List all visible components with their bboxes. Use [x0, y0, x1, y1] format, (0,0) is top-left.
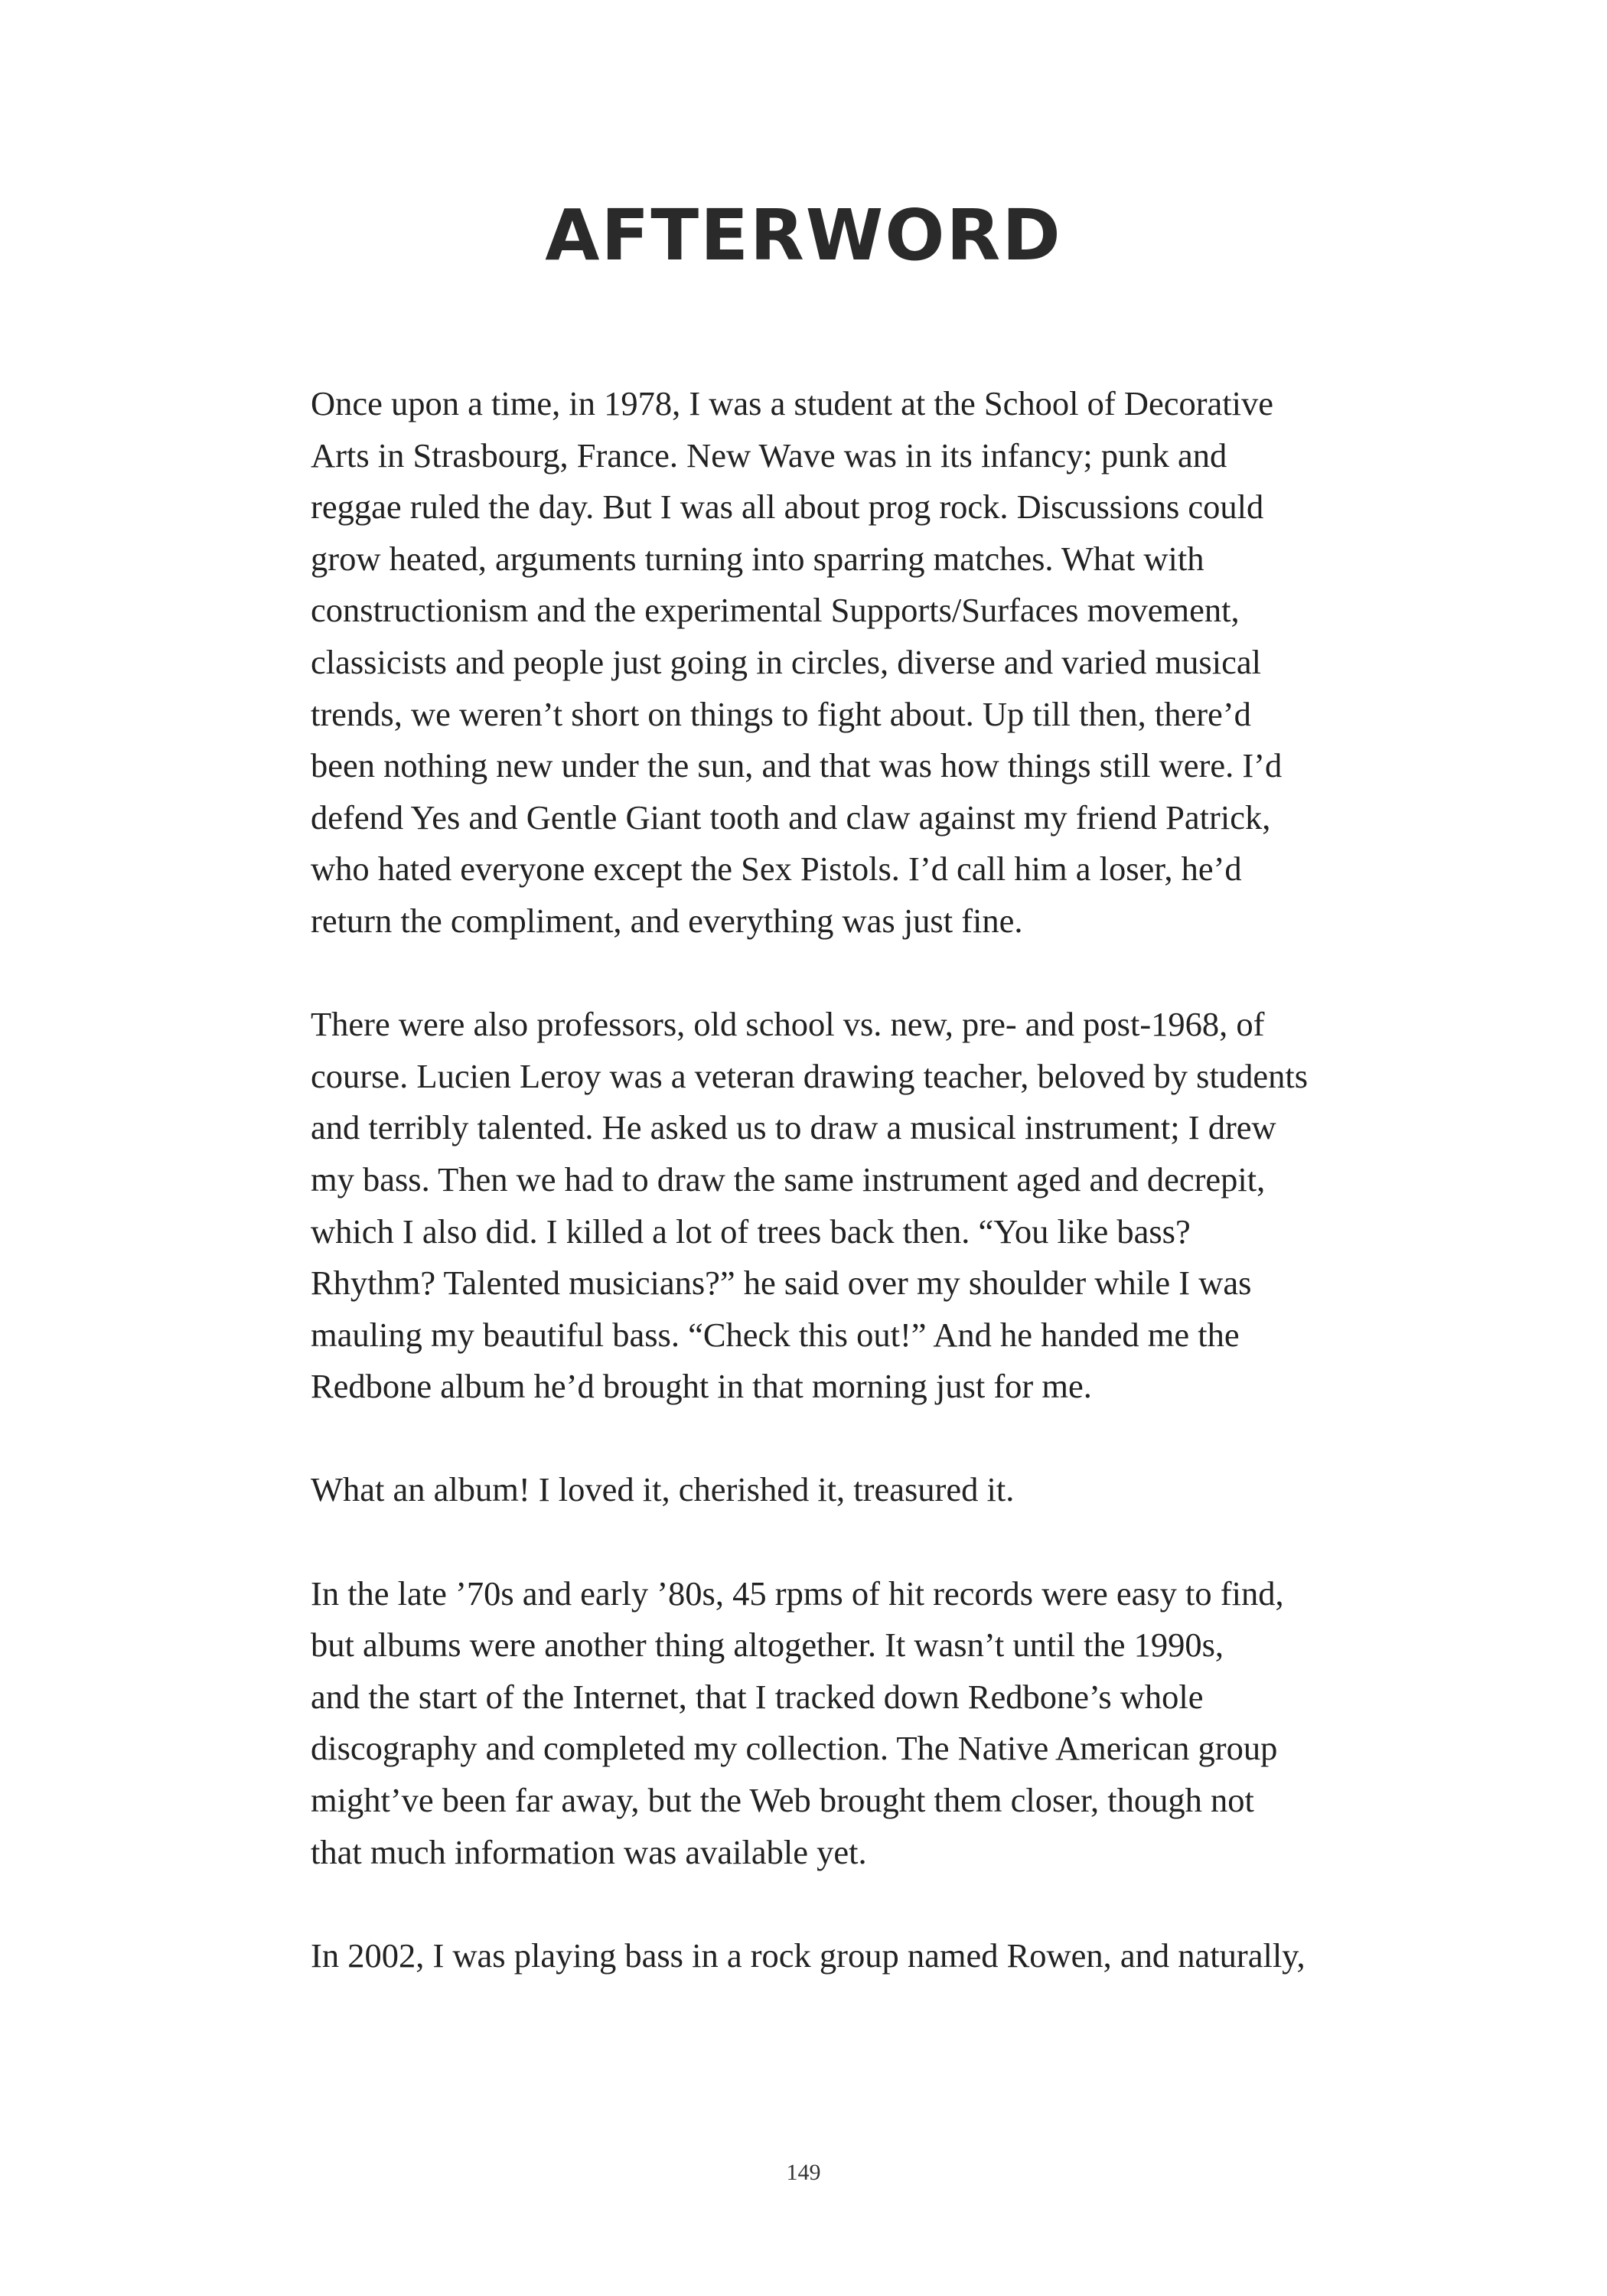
text-line: In 2002, I was playing bass in a rock group named Rowen, and naturally,	[311, 1936, 1305, 1975]
paragraph-4	[311, 1568, 1351, 1879]
text-line: There were also professors, old school vs. new, pre- and post-1968, of	[311, 1005, 1265, 1044]
text-line: return the compliment, and everything was just fine.	[311, 901, 1023, 940]
text-line: What an album! I loved it, cherished it, treasured it.	[311, 1470, 1015, 1509]
paragraph-3	[311, 1464, 1351, 1516]
body-text	[311, 378, 1351, 2033]
text-line: might’ve been far away, but the Web brought them closer, though not	[311, 1781, 1254, 1820]
paragraph-1	[311, 378, 1351, 947]
paragraph-2	[311, 999, 1351, 1413]
text-line: Arts in Strasbourg, France. New Wave was in its infancy; punk and	[311, 435, 1227, 475]
text-line: In the late ’70s and early ’80s, 45 rpms of hit records were easy to find,	[311, 1574, 1284, 1613]
text-line: course. Lucien Leroy was a veteran drawing teacher, beloved by students	[311, 1056, 1309, 1095]
chapter-title: AFTERWORD	[545, 194, 1062, 276]
text-line: but albums were another thing altogether. It wasn’t until the 1990s,	[311, 1626, 1224, 1665]
text-line: which I also did. I killed a lot of trees back then. “You like bass?	[311, 1212, 1191, 1251]
text-line: who hated everyone except the Sex Pistols. I’d call him a loser, he’d	[311, 850, 1242, 889]
text-line: and the start of the Internet, that I tracked down Redbone’s whole	[311, 1677, 1204, 1716]
text-line: constructionism and the experimental Supports/Surfaces movement,	[311, 591, 1240, 630]
text-line: and terribly talented. He asked us to draw a musical instrument; I drew	[311, 1108, 1276, 1147]
text-line: defend Yes and Gentle Giant tooth and claw against my friend Patrick,	[311, 797, 1271, 837]
text-line: mauling my beautiful bass. “Check this out!” And he handed me the	[311, 1315, 1240, 1354]
text-line: Once upon a time, in 1978, I was a student at the School of Decorative	[311, 384, 1274, 422]
text-line: Redbone album he’d brought in that morning just for me.	[311, 1367, 1092, 1406]
text-line: discography and completed my collection. The Native American group	[311, 1729, 1278, 1768]
text-line: been nothing new under the sun, and that was how things still were. I’d	[311, 746, 1283, 785]
text-line: Rhythm? Talented musicians?” he said over my shoulder while I was	[311, 1264, 1252, 1303]
page-number: 149	[786, 2160, 821, 2185]
text-line: trends, we weren’t short on things to fight about. Up till then, there’d	[311, 694, 1251, 733]
text-line: that much information was available yet.	[311, 1832, 867, 1871]
text-line: classicists and people just going in circles, diverse and varied musical	[311, 642, 1261, 681]
paragraph-5	[311, 1930, 1351, 1982]
text-line: reggae ruled the day. But I was all about prog rock. Discussions could	[311, 488, 1264, 527]
text-line: my bass. Then we had to draw the same instrument aged and decrepit,	[311, 1159, 1266, 1199]
text-line: grow heated, arguments turning into sparring matches. What with	[311, 539, 1204, 578]
